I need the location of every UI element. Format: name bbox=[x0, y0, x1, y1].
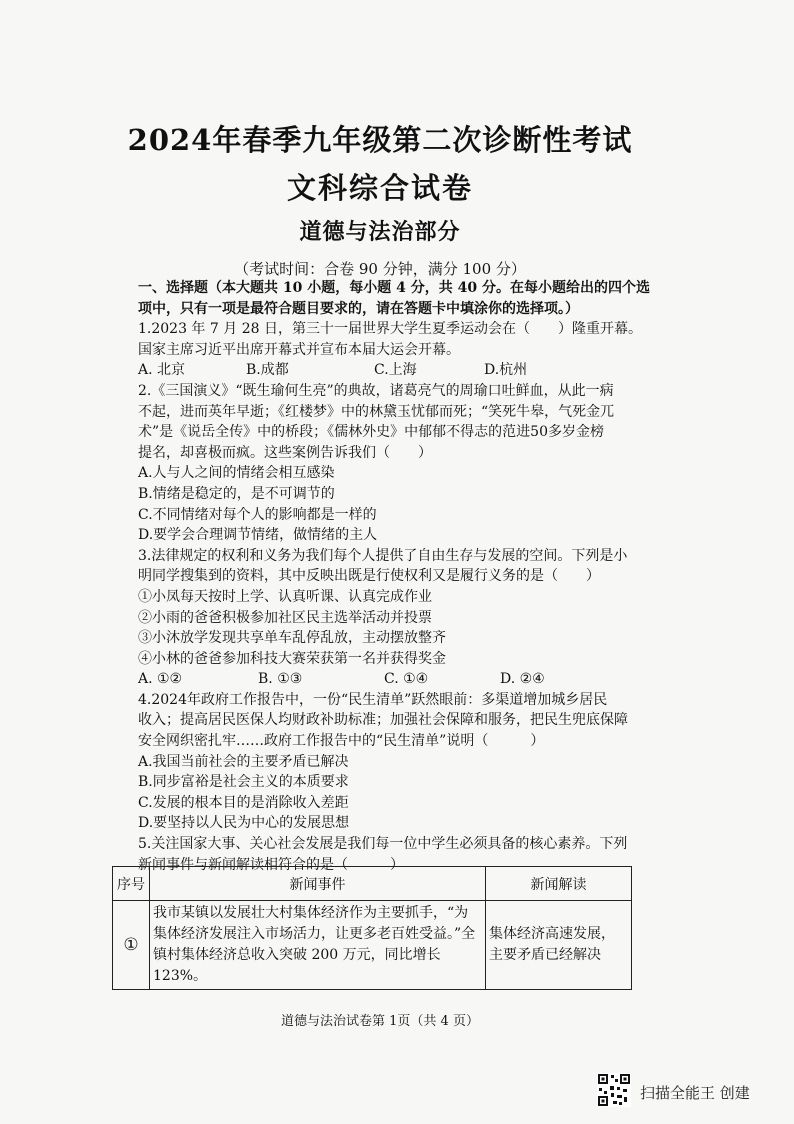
col-header-interpretation: 新闻解读 bbox=[486, 867, 632, 901]
table-row bbox=[113, 901, 632, 990]
q2-text: 提名，却喜极而疯。这些案例告诉我们（ ） bbox=[138, 444, 432, 461]
q4-text: 安全网织密扎牢……政府工作报告中的“民生清单”说明（ ） bbox=[138, 733, 545, 750]
q3-item: ①小凤每天按时上学、认真听课、认真完成作业 bbox=[138, 588, 432, 605]
exam-title: 2024年春季九年级第二次诊断性考试 bbox=[127, 123, 633, 157]
q4-text: 4.2024年政府工作报告中，一份“民生清单”跃然眼前：多渠道增加城乡居民 bbox=[138, 691, 608, 708]
q3-text: 3.法律规定的权利和义务为我们每个人提供了自由生存与发展的空间。下列是小 bbox=[138, 547, 628, 564]
q3-option-a: A. ①② bbox=[138, 671, 183, 688]
exam-info: （考试时间：合卷 90 分钟，满分 100 分） bbox=[234, 260, 526, 278]
q2-option-c: C.不同情绪对每个人的影响都是一样的 bbox=[138, 506, 377, 523]
q1-option-d: D.杭州 bbox=[484, 362, 528, 379]
row-number: ① bbox=[113, 901, 150, 990]
section-heading-cont: 项中，只有一项是最符合题目要求的，请在答题卡中填涂你的选择项。） bbox=[138, 300, 579, 317]
q3-item: ②小雨的爸爸积极参加社区民主选举活动并投票 bbox=[138, 609, 432, 626]
q4-option-c: C.发展的根本目的是消除收入差距 bbox=[138, 794, 349, 811]
q1-text: 1.2023 年 7 月 28 日，第三十一届世界大学生夏季运动会在（ ）隆重开幕。 bbox=[138, 321, 642, 338]
qr-code-icon bbox=[597, 1073, 631, 1107]
q4-text: 收入；提高居民医保人均财政补助标准；加强社会保障和服务，把民生兜底保障 bbox=[138, 712, 628, 729]
page-footer: 道德与法治试卷第 1页（共 4 页） bbox=[281, 1014, 479, 1029]
section-title: 道德与法治部分 bbox=[299, 219, 461, 245]
q1-option-a: A. 北京 bbox=[138, 362, 186, 379]
section-heading: 一、选择题（本大题共 10 小题，每小题 4 分，共 40 分。在每小题给出的四个选 bbox=[138, 280, 650, 296]
row-interpretation: 集体经济高速发展，主要矛盾已经解决 bbox=[486, 901, 632, 990]
news-table bbox=[112, 866, 632, 990]
q3-item: ④小林的爸爸参加科技大赛荣获第一名并获得奖金 bbox=[138, 650, 446, 667]
q3-option-b: B. ①③ bbox=[258, 671, 303, 688]
q4-option-a: A.我国当前社会的主要矛盾已解决 bbox=[138, 753, 349, 770]
table-header-row bbox=[113, 867, 632, 901]
row-event: 我市某镇以发展壮大村集体经济作为主要抓手，“为集体经济发展注入市场活力，让更多老百姓受益。”全镇村集体经济总收入突破 200 万元，同比增长 123%。 bbox=[150, 901, 486, 990]
q2-text: 术”是《说岳全传》中的桥段；《儒林外史》中郁郁不得志的范进50多岁金榜 bbox=[138, 424, 604, 441]
q2-text: 2.《三国演义》“既生瑜何生亮”的典故，诸葛亮气的周瑜口吐鲜血，从此一病 bbox=[138, 382, 614, 399]
q1-options bbox=[138, 360, 620, 381]
scanner-watermark: 扫描全能王 创建 bbox=[640, 1084, 750, 1102]
q3-options bbox=[138, 669, 620, 690]
q3-item: ③小沐放学发现共享单车乱停乱放，主动摆放整齐 bbox=[138, 630, 446, 647]
q3-option-d: D. ②④ bbox=[500, 671, 545, 688]
q2-option-d: D.要学会合理调节情绪，做情绪的主人 bbox=[138, 527, 378, 544]
q1-option-c: C.上海 bbox=[374, 362, 417, 379]
q2-option-b: B.情绪是稳定的，是不可调节的 bbox=[138, 485, 335, 502]
q2-text: 不起，进而英年早逝；《红楼梦》中的林黛玉忧郁而死；“笑死牛皋，气死金兀 bbox=[138, 403, 615, 420]
paper-title: 文科综合试卷 bbox=[286, 171, 473, 205]
question-content bbox=[138, 278, 650, 875]
q1-text: 国家主席习近平出席开幕式并宣布本届大运会开幕。 bbox=[138, 341, 460, 358]
q5-text: 5.关注国家大事、关心社会发展是我们每一位中学生必须具备的核心素养。下列 bbox=[138, 836, 628, 853]
q5-text: 新闻事件与新闻解读相符合的是（ ） bbox=[138, 856, 404, 873]
q3-text: 明同学搜集到的资料，其中反映出既是行使权利又是履行义务的是（ ） bbox=[138, 568, 600, 585]
q2-option-a: A.人与人之间的情绪会相互感染 bbox=[138, 465, 335, 482]
q4-option-d: D.要坚持以人民为中心的发展思想 bbox=[138, 815, 350, 832]
q1-option-b: B.成都 bbox=[246, 362, 289, 379]
col-header-event: 新闻事件 bbox=[150, 867, 486, 901]
q4-option-b: B.同步富裕是社会主义的本质要求 bbox=[138, 774, 349, 791]
q3-option-c: C. ①④ bbox=[384, 671, 429, 688]
col-header-number: 序号 bbox=[113, 867, 150, 901]
